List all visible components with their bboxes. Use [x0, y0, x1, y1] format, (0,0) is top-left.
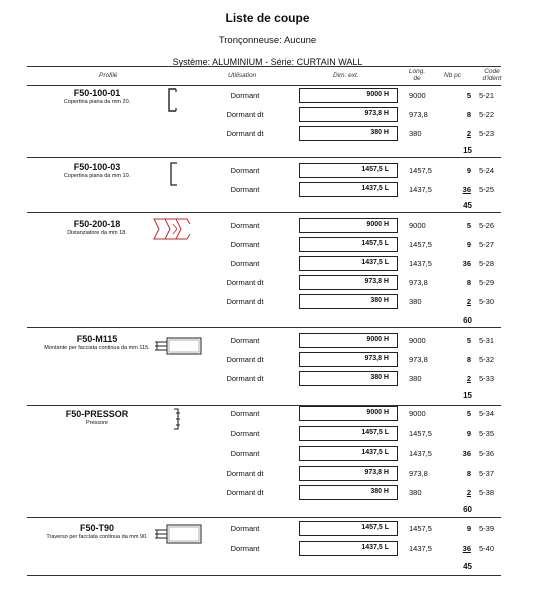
row-dimension-value: 1457,5 L — [361, 240, 389, 247]
row-code: 5-39 — [479, 524, 495, 533]
profile-group — [27, 517, 501, 576]
row-usage: Dormant dt — [226, 110, 264, 119]
row-dimension — [299, 163, 398, 178]
row-length: 1457,5 — [409, 524, 432, 533]
header-code-line1: Code — [484, 68, 500, 75]
row-length: 380 — [409, 297, 422, 306]
row-dimension — [299, 426, 398, 441]
table-row — [27, 332, 501, 350]
row-dimension-value: 973,8 H — [364, 469, 389, 476]
row-code: 5-28 — [479, 259, 495, 268]
row-usage: Dormant — [230, 449, 260, 458]
row-length: 1457,5 — [409, 429, 432, 438]
row-dimension — [299, 371, 398, 386]
row-code: 5-32 — [479, 355, 495, 364]
page-title: Liste de coupe — [225, 11, 310, 25]
row-length: 1457,5 — [409, 240, 432, 249]
row-dimension — [299, 333, 398, 348]
row-code: 5-25 — [479, 185, 495, 194]
row-dimension — [299, 466, 398, 481]
table-row — [27, 484, 501, 502]
row-quantity: 9 — [466, 524, 471, 533]
row-usage: Dormant — [230, 259, 260, 268]
row-quantity: 36 — [462, 544, 471, 553]
group-total: 60 — [463, 505, 472, 514]
table-row — [27, 293, 501, 311]
table-row — [27, 162, 501, 180]
row-quantity: 8 — [466, 110, 471, 119]
row-dimension — [299, 406, 398, 421]
row-length: 973,8 — [409, 469, 428, 478]
profile-group — [27, 157, 501, 213]
header-length-line2: de — [413, 75, 421, 82]
profile-name: F50-T90 — [79, 523, 114, 533]
row-quantity: 5 — [466, 409, 471, 418]
row-dimension-value: 973,8 H — [364, 110, 389, 117]
row-dimension-value: 9000 H — [366, 336, 389, 343]
row-code: 5-22 — [479, 110, 495, 119]
row-usage: Dormant — [230, 336, 260, 345]
row-dimension — [299, 294, 398, 309]
saw-subtitle: Tronçonneuse: Aucune — [218, 35, 317, 46]
profile-name: F50-200-18 — [73, 219, 121, 229]
header-length — [405, 68, 429, 82]
row-length: 973,8 — [409, 355, 428, 364]
row-usage: Dormant dt — [226, 355, 264, 364]
row-dimension — [299, 275, 398, 290]
table-row — [27, 274, 501, 292]
row-usage: Dormant — [230, 524, 260, 533]
row-dimension — [299, 446, 398, 461]
row-dimension-value: 1457,5 L — [361, 166, 389, 173]
row-dimension-value: 9000 H — [366, 409, 389, 416]
row-usage: Dormant — [230, 429, 260, 438]
header-length-line1: Long. — [408, 68, 426, 75]
header-code-line2: d'ident — [482, 75, 502, 82]
row-usage: Dormant — [230, 166, 260, 175]
row-usage: Dormant dt — [226, 278, 264, 287]
row-dimension — [299, 218, 398, 233]
group-total: 15 — [463, 146, 472, 155]
profile-name: F50-M115 — [76, 334, 118, 344]
row-dimension-value: 973,8 H — [364, 278, 389, 285]
group-total: 15 — [463, 391, 472, 400]
profile-group — [27, 212, 501, 328]
table-row — [27, 405, 501, 423]
row-dimension — [299, 237, 398, 252]
row-quantity: 2 — [466, 297, 471, 306]
table-row — [27, 87, 501, 105]
profile-name: F50-100-03 — [73, 162, 121, 172]
row-dimension — [299, 485, 398, 500]
table-row — [27, 217, 501, 235]
row-code: 5-31 — [479, 336, 495, 345]
header-dim: Dim. ext. — [333, 72, 359, 79]
row-code: 5-38 — [479, 488, 495, 497]
row-dimension-value: 380 H — [370, 488, 389, 495]
table-row — [27, 106, 501, 124]
row-code: 5-35 — [479, 429, 495, 438]
row-dimension-value: 1437,5 L — [361, 259, 389, 266]
row-dimension-value: 1437,5 L — [361, 449, 389, 456]
row-code: 5-24 — [479, 166, 495, 175]
row-length: 9000 — [409, 336, 426, 345]
profile-description: Pressore — [85, 420, 108, 426]
header-nbpc: Nb pc — [444, 72, 461, 79]
row-quantity: 8 — [466, 469, 471, 478]
row-usage: Dormant dt — [226, 469, 264, 478]
row-dimension-value: 9000 H — [366, 91, 389, 98]
row-length: 1437,5 — [409, 185, 432, 194]
table-row — [27, 181, 501, 199]
row-length: 380 — [409, 488, 422, 497]
row-code: 5-23 — [479, 129, 495, 138]
row-length: 9000 — [409, 91, 426, 100]
row-dimension-value: 380 H — [370, 129, 389, 136]
row-quantity: 2 — [466, 129, 471, 138]
row-usage: Dormant — [230, 91, 260, 100]
row-length: 1437,5 — [409, 259, 432, 268]
row-code: 5-29 — [479, 278, 495, 287]
row-dimension — [299, 182, 398, 197]
table-row — [27, 425, 501, 443]
table-row — [27, 520, 501, 538]
row-length: 1437,5 — [409, 544, 432, 553]
row-dimension — [299, 126, 398, 141]
profile-description: Distanziatore da mm 18. — [67, 230, 127, 236]
profile-description: Montante per facciata continua da mm 115. — [44, 345, 150, 351]
table-row — [27, 540, 501, 558]
row-dimension — [299, 256, 398, 271]
group-total: 45 — [463, 201, 472, 210]
row-quantity: 8 — [466, 355, 471, 364]
header-usage: Utilisation — [228, 72, 257, 79]
row-length: 1437,5 — [409, 449, 432, 458]
row-length: 973,8 — [409, 278, 428, 287]
row-quantity: 9 — [466, 166, 471, 175]
row-dimension — [299, 521, 398, 536]
table-row — [27, 445, 501, 463]
row-usage: Dormant dt — [226, 374, 264, 383]
row-dimension-value: 9000 H — [366, 221, 389, 228]
row-usage: Dormant — [230, 221, 260, 230]
profile-group — [27, 327, 501, 406]
row-dimension — [299, 107, 398, 122]
row-code: 5-30 — [479, 297, 495, 306]
row-dimension-value: 1457,5 L — [361, 429, 389, 436]
row-dimension — [299, 88, 398, 103]
row-usage: Dormant — [230, 240, 260, 249]
table-row — [27, 255, 501, 273]
row-usage: Dormant — [230, 409, 260, 418]
row-usage: Dormant — [230, 185, 260, 194]
row-length: 380 — [409, 374, 422, 383]
header-code — [479, 68, 505, 82]
row-length: 9000 — [409, 409, 426, 418]
profile-description: Copertina piana da mm 10. — [63, 173, 131, 179]
table-row — [27, 236, 501, 254]
row-usage: Dormant dt — [226, 488, 264, 497]
table-row — [27, 351, 501, 369]
row-dimension — [299, 541, 398, 556]
profile-name: F50-PRESSOR — [65, 409, 129, 419]
row-length: 9000 — [409, 221, 426, 230]
row-length: 973,8 — [409, 110, 428, 119]
profile-group — [27, 405, 501, 518]
system-line: Système: ALUMINIUM - Série: CURTAIN WALL — [172, 57, 363, 67]
table-row — [27, 370, 501, 388]
group-total: 45 — [463, 562, 472, 571]
row-usage: Dormant dt — [226, 129, 264, 138]
profile-name: F50-100-01 — [73, 88, 121, 98]
row-quantity: 5 — [466, 91, 471, 100]
row-code: 5-40 — [479, 544, 495, 553]
row-quantity: 36 — [462, 259, 471, 268]
row-quantity: 5 — [466, 221, 471, 230]
row-code: 5-33 — [479, 374, 495, 383]
header-profile: Profilé — [99, 72, 118, 79]
row-dimension-value: 1457,5 L — [361, 524, 389, 531]
row-code: 5-26 — [479, 221, 495, 230]
table-header — [27, 66, 501, 86]
row-usage: Dormant dt — [226, 297, 264, 306]
row-code: 5-21 — [479, 91, 495, 100]
profile-description: Copertina piana da mm 20. — [63, 99, 131, 105]
row-dimension-value: 1437,5 L — [361, 544, 389, 551]
row-quantity: 9 — [466, 429, 471, 438]
profile-group — [27, 84, 501, 158]
row-quantity: 2 — [466, 488, 471, 497]
row-length: 380 — [409, 129, 422, 138]
row-quantity: 9 — [466, 240, 471, 249]
row-code: 5-37 — [479, 469, 495, 478]
row-length: 1457,5 — [409, 166, 432, 175]
row-quantity: 2 — [466, 374, 471, 383]
row-dimension-value: 973,8 H — [364, 355, 389, 362]
row-dimension-value: 380 H — [370, 374, 389, 381]
row-quantity: 36 — [462, 185, 471, 194]
row-code: 5-27 — [479, 240, 495, 249]
row-dimension-value: 380 H — [370, 297, 389, 304]
row-code: 5-36 — [479, 449, 495, 458]
row-dimension-value: 1437,5 L — [361, 185, 389, 192]
row-usage: Dormant — [230, 544, 260, 553]
table-row — [27, 125, 501, 143]
table-row — [27, 465, 501, 483]
row-quantity: 5 — [466, 336, 471, 345]
row-quantity: 8 — [466, 278, 471, 287]
row-quantity: 36 — [462, 449, 471, 458]
row-code: 5-34 — [479, 409, 495, 418]
row-dimension — [299, 352, 398, 367]
group-total: 60 — [463, 316, 472, 325]
profile-description: Traverso per facciata continua da mm 90. — [46, 534, 148, 540]
